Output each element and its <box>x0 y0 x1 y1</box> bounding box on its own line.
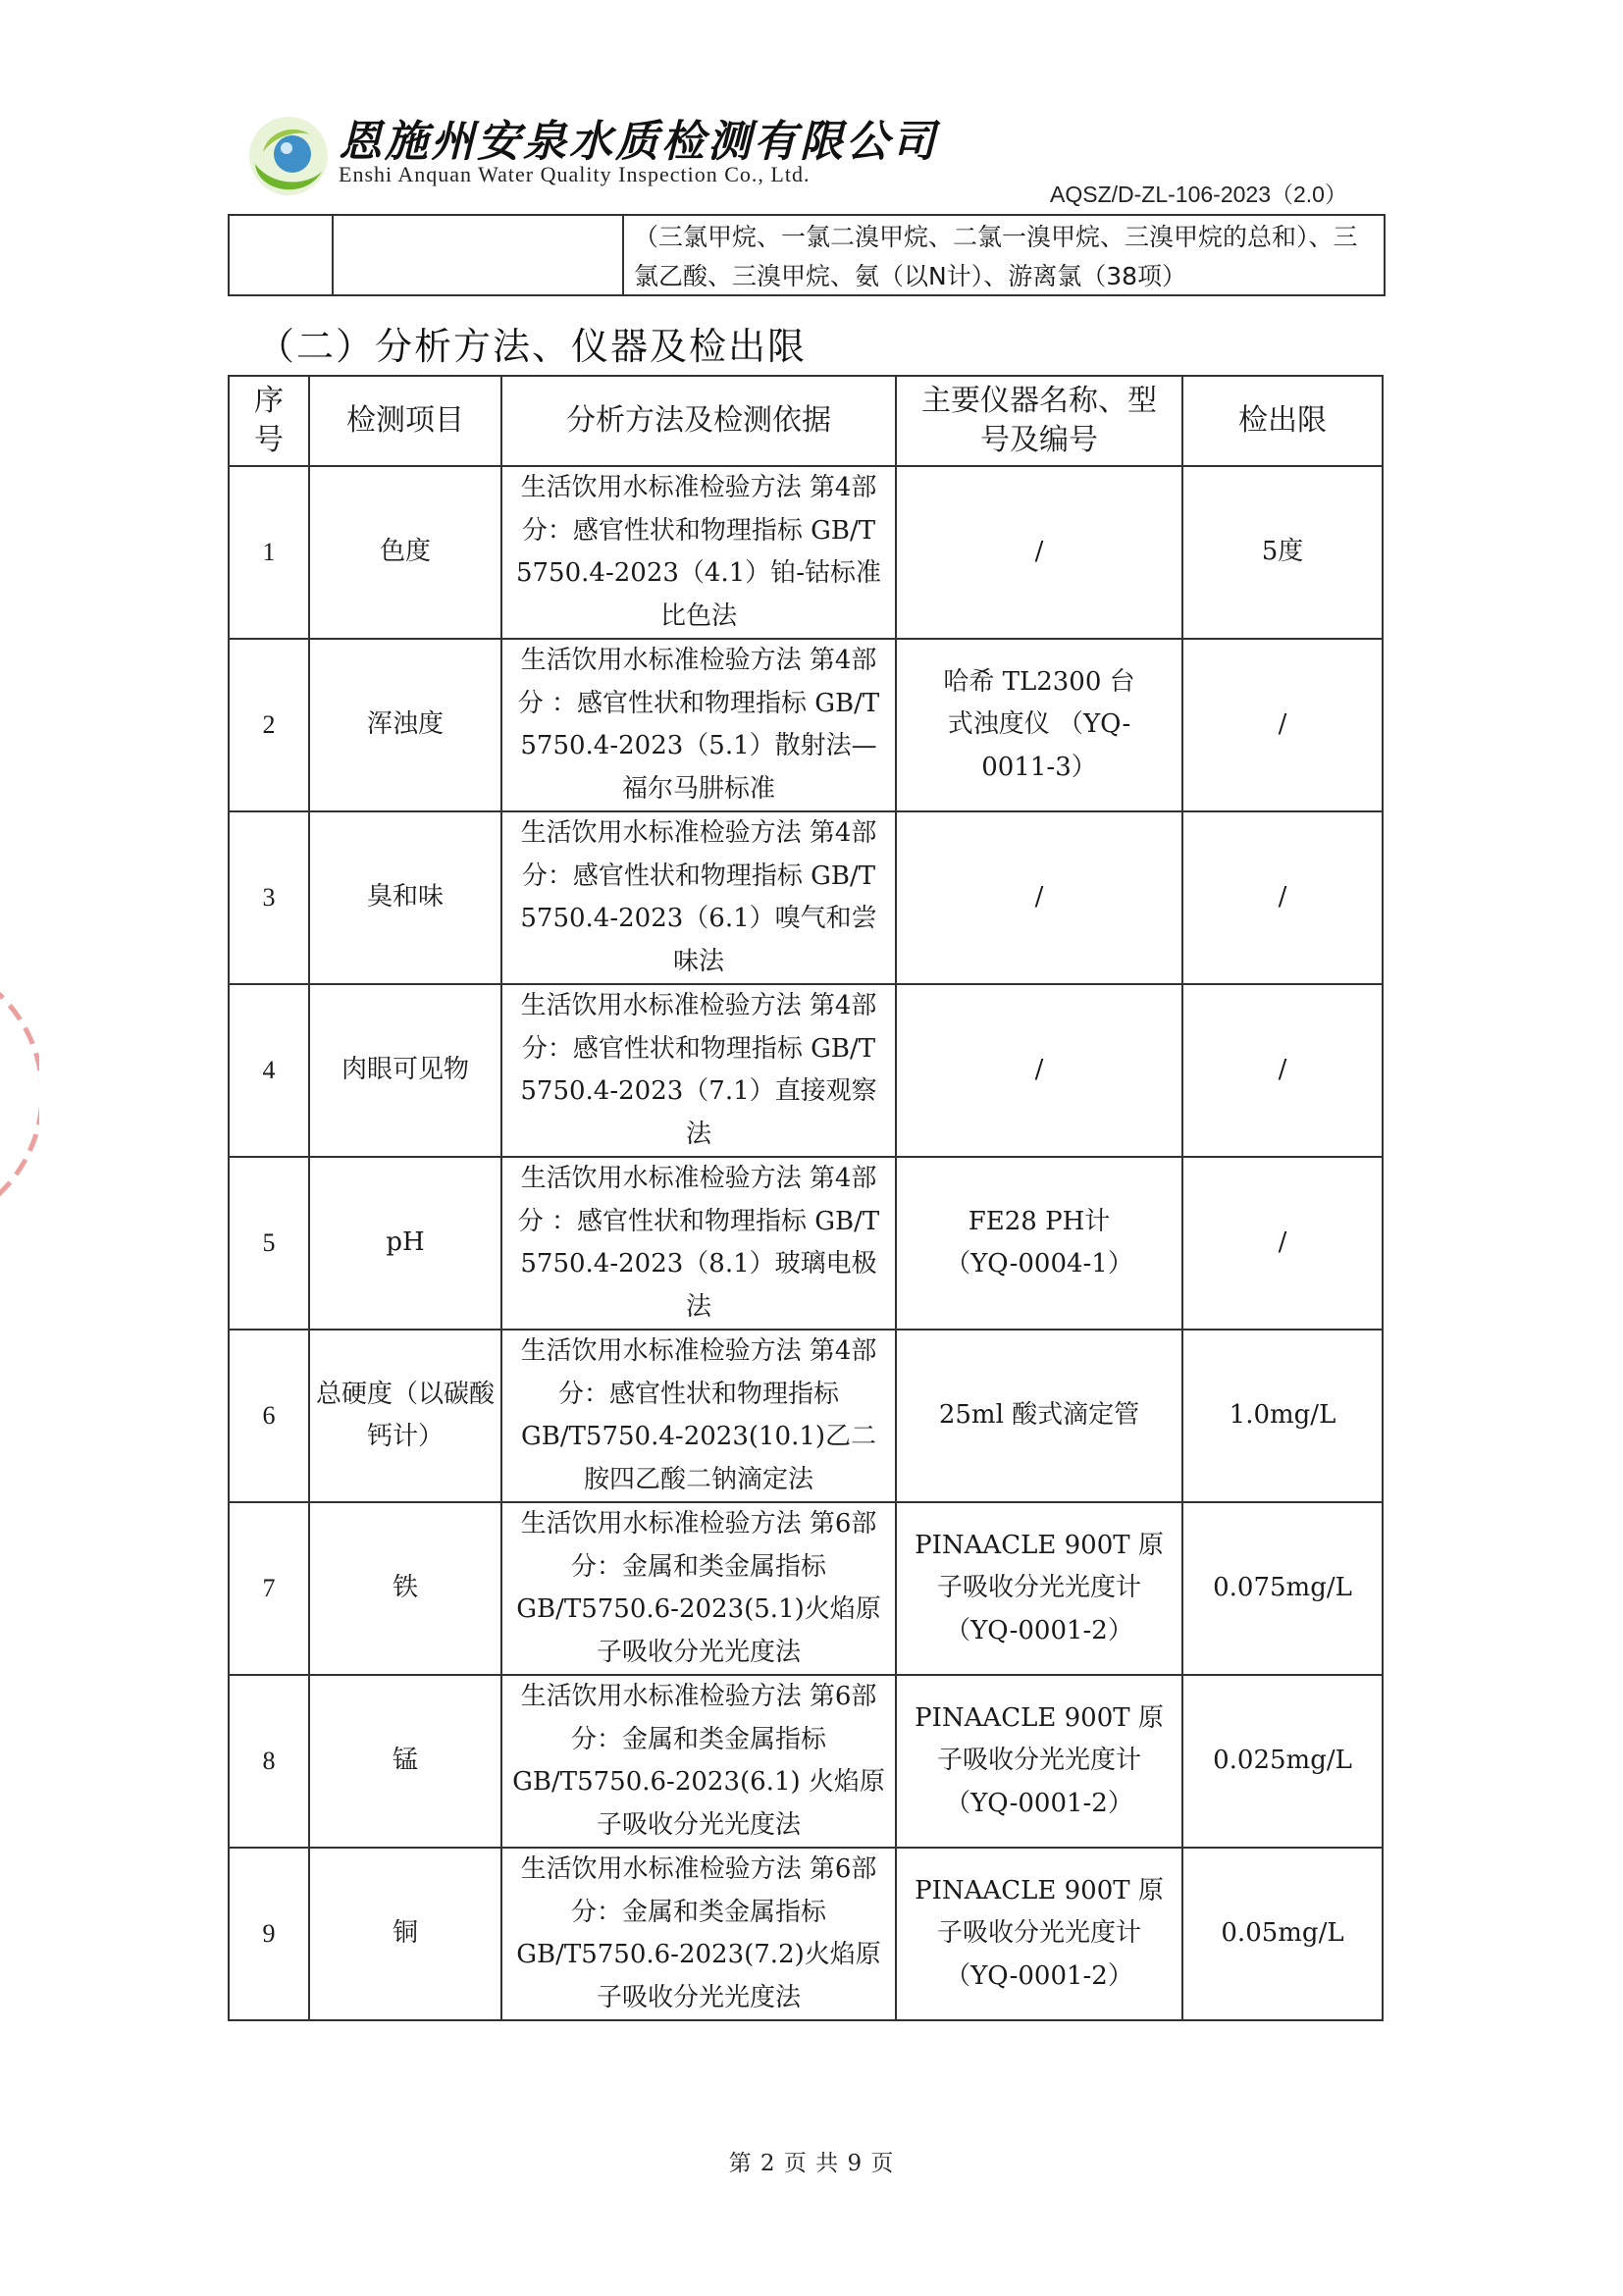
methods-table <box>228 375 1384 2021</box>
table-header-row <box>229 376 1383 466</box>
cell-instrument: PINAACLE 900T 原子吸收分光光度计 （YQ-0001-2） <box>896 1502 1182 1675</box>
continuation-cell-seq <box>230 216 334 294</box>
cell-limit: 5度 <box>1182 466 1383 639</box>
cell-instrument: PINAACLE 900T 原子吸收分光光度计 （YQ-0001-2） <box>896 1848 1182 2020</box>
cell-limit: / <box>1182 639 1383 811</box>
header-limit: 检出限 <box>1182 376 1383 466</box>
cell-item: 铜 <box>309 1848 501 2020</box>
table-row <box>229 1502 1383 1675</box>
cell-limit: 0.025mg/L <box>1182 1675 1383 1848</box>
table-row <box>229 1675 1383 1848</box>
header-instrument: 主要仪器名称、型号及编号 <box>896 376 1182 466</box>
cell-item: pH <box>309 1157 501 1330</box>
cell-instrument: 25ml 酸式滴定管 <box>896 1330 1182 1502</box>
cell-item: 色度 <box>309 466 501 639</box>
header-seq: 序号 <box>229 376 309 466</box>
cell-method: 生活饮用水标准检验方法 第4部分：感官性状和物理指标 GB/T5750.4-2023(10.1)乙二胺四乙酸二钠滴定法 <box>501 1330 896 1502</box>
company-logo-icon <box>245 113 332 199</box>
cell-seq: 5 <box>229 1157 309 1330</box>
continuation-table <box>228 214 1386 296</box>
cell-method: 生活饮用水标准检验方法 第6部分：金属和类金属指标 GB/T5750.6-2023(7.2)火焰原子吸收分光光度法 <box>501 1848 896 2020</box>
cell-instrument: FE28 PH计 （YQ-0004-1） <box>896 1157 1182 1330</box>
cell-seq: 2 <box>229 639 309 811</box>
cell-seq: 3 <box>229 811 309 984</box>
cell-method: 生活饮用水标准检验方法 第4部分 ：感官性状和物理指标 GB/T 5750.4-2023（8.1）玻璃电极法 <box>501 1157 896 1330</box>
table-row <box>229 639 1383 811</box>
header-item: 检测项目 <box>309 376 501 466</box>
company-name-cn: 恩施州安泉水质检测有限公司 <box>339 117 938 167</box>
cell-item: 铁 <box>309 1502 501 1675</box>
cell-limit: 0.075mg/L <box>1182 1502 1383 1675</box>
cell-seq: 9 <box>229 1848 309 2020</box>
table-row <box>229 466 1383 639</box>
section-title: （二）分析方法、仪器及检出限 <box>257 325 808 368</box>
page-number-footer: 第 2 页 共 9 页 <box>728 2151 895 2176</box>
cell-limit: 0.05mg/L <box>1182 1848 1383 2020</box>
cell-seq: 7 <box>229 1502 309 1675</box>
table-row <box>229 984 1383 1157</box>
header-method: 分析方法及检测依据 <box>501 376 896 466</box>
cell-method: 生活饮用水标准检验方法 第4部分 ：感官性状和物理指标 GB/T 5750.4-2023（5.1）散射法—福尔马肼标准 <box>501 639 896 811</box>
cell-limit: / <box>1182 811 1383 984</box>
table-row <box>229 1848 1383 2020</box>
cell-method: 生活饮用水标准检验方法 第4部分：感官性状和物理指标 GB/T 5750.4-2023（6.1）嗅气和尝味法 <box>501 811 896 984</box>
table-row <box>229 1157 1383 1330</box>
continuation-cell-text: （三氯甲烷、一氯二溴甲烷、二氯一溴甲烷、三溴甲烷的总和）、三氯乙酸、三溴甲烷、氨（以N计）、游离氯（38项） <box>634 223 1358 290</box>
cell-method: 生活饮用水标准检验方法 第6部分：金属和类金属指标 GB/T5750.6-2023(5.1)火焰原子吸收分光光度法 <box>501 1502 896 1675</box>
table-row <box>229 811 1383 984</box>
cell-method: 生活饮用水标准检验方法 第4部分：感官性状和物理指标 GB/T 5750.4-2023（4.1）铂-钴标准比色法 <box>501 466 896 639</box>
cell-item: 肉眼可见物 <box>309 984 501 1157</box>
continuation-cell-item <box>334 216 624 294</box>
cell-limit: / <box>1182 984 1383 1157</box>
cell-item: 锰 <box>309 1675 501 1848</box>
cell-item: 浑浊度 <box>309 639 501 811</box>
company-name-en: Enshi Anquan Water Quality Inspection Co., Ltd. <box>339 162 811 186</box>
cell-instrument: / <box>896 811 1182 984</box>
cell-item: 臭和味 <box>309 811 501 984</box>
document-code: AQSZ/D-ZL-106-2023（2.0） <box>1050 182 1347 207</box>
cell-method: 生活饮用水标准检验方法 第6部分：金属和类金属指标 GB/T5750.6-2023(6.1) 火焰原子吸收分光光度法 <box>501 1675 896 1848</box>
cell-instrument: / <box>896 984 1182 1157</box>
cell-limit: 1.0mg/L <box>1182 1330 1383 1502</box>
cell-item: 总硬度（以碳酸钙计） <box>309 1330 501 1502</box>
cell-seq: 4 <box>229 984 309 1157</box>
seal-stamp-icon <box>0 942 39 1246</box>
cell-limit: / <box>1182 1157 1383 1330</box>
cell-instrument: / <box>896 466 1182 639</box>
cell-seq: 1 <box>229 466 309 639</box>
cell-method: 生活饮用水标准检验方法 第4部分：感官性状和物理指标 GB/T 5750.4-2023（7.1）直接观察法 <box>501 984 896 1157</box>
table-row <box>229 1330 1383 1502</box>
cell-instrument: 哈希 TL2300 台式浊度仪 （YQ-0011-3） <box>896 639 1182 811</box>
cell-instrument: PINAACLE 900T 原子吸收分光光度计 （YQ-0001-2） <box>896 1675 1182 1848</box>
cell-seq: 6 <box>229 1330 309 1502</box>
cell-seq: 8 <box>229 1675 309 1848</box>
